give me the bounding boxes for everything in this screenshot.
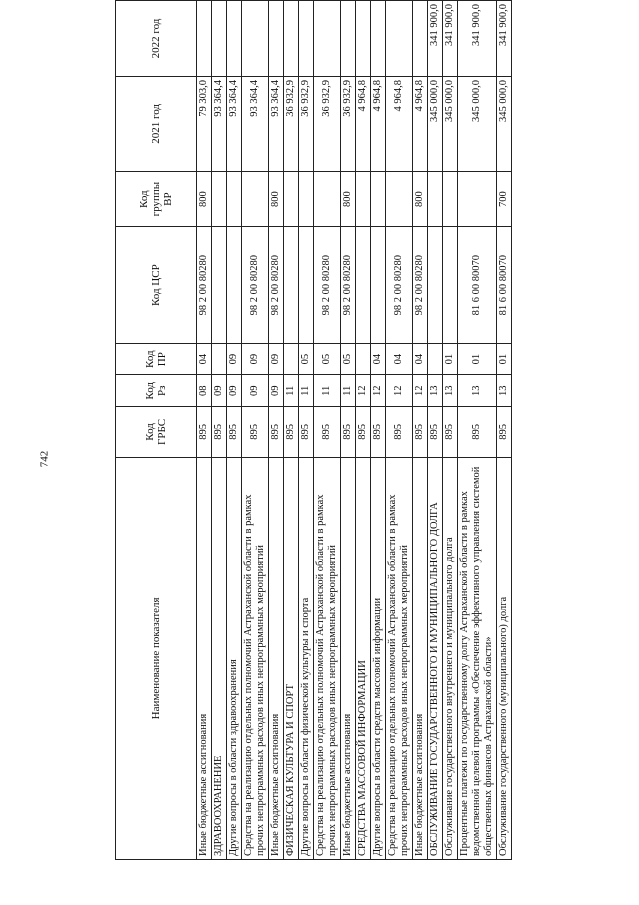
cell-grbs: 895 xyxy=(341,407,356,458)
table-row xyxy=(371,1,386,860)
cell-name: ОБСЛУЖИВАНИЕ ГОСУДАРСТВЕННОГО И МУНИЦИПАЛЬНОГО ДОЛГА xyxy=(428,457,443,859)
cell-grbs: 895 xyxy=(371,407,386,458)
cell-name: Иные бюджетные ассигнования xyxy=(197,457,212,859)
cell-2021: 36 932,9 xyxy=(299,76,314,171)
cell-vr: 800 xyxy=(197,171,212,227)
cell-pr xyxy=(284,343,299,375)
cell-rz: 11 xyxy=(314,375,341,407)
cell-vr: 700 xyxy=(497,171,512,227)
cell-rz: 09 xyxy=(242,375,269,407)
cell-csr: 98 2 00 80280 xyxy=(413,227,428,343)
header-2022: 2022 год xyxy=(116,1,197,77)
cell-rz: 12 xyxy=(386,375,413,407)
header-grbs: Код ГРБС xyxy=(116,407,197,458)
rotated-table-container xyxy=(115,0,555,860)
cell-2022 xyxy=(356,1,371,77)
cell-2021: 345 000,0 xyxy=(458,76,497,171)
cell-csr: 98 2 00 80280 xyxy=(242,227,269,343)
cell-rz: 11 xyxy=(284,375,299,407)
table-row xyxy=(356,1,371,860)
cell-name: ЗДРАВООХРАНЕНИЕ xyxy=(212,457,227,859)
cell-vr xyxy=(458,171,497,227)
header-pr: Код ПР xyxy=(116,343,197,375)
cell-vr: 800 xyxy=(413,171,428,227)
cell-2022 xyxy=(299,1,314,77)
cell-csr xyxy=(284,227,299,343)
cell-grbs: 895 xyxy=(356,407,371,458)
cell-csr: 98 2 00 80280 xyxy=(197,227,212,343)
cell-2022 xyxy=(227,1,242,77)
cell-vr xyxy=(242,171,269,227)
cell-vr xyxy=(284,171,299,227)
table-row xyxy=(299,1,314,860)
header-rz: Код Рз xyxy=(116,375,197,407)
cell-vr xyxy=(386,171,413,227)
cell-grbs: 895 xyxy=(197,407,212,458)
cell-2021: 93 364,4 xyxy=(212,76,227,171)
cell-csr: 81 6 00 80070 xyxy=(497,227,512,343)
table-row xyxy=(284,1,299,860)
cell-2021: 4 964,8 xyxy=(386,76,413,171)
table-row xyxy=(242,1,269,860)
cell-csr xyxy=(443,227,458,343)
cell-rz: 09 xyxy=(212,375,227,407)
cell-vr xyxy=(314,171,341,227)
cell-pr: 05 xyxy=(341,343,356,375)
cell-csr xyxy=(371,227,386,343)
cell-pr: 04 xyxy=(386,343,413,375)
cell-2021: 345 000,0 xyxy=(497,76,512,171)
budget-table xyxy=(115,0,512,860)
cell-grbs: 895 xyxy=(299,407,314,458)
cell-2022 xyxy=(212,1,227,77)
cell-name: Другие вопросы в области здравоохранения xyxy=(227,457,242,859)
cell-rz: 12 xyxy=(413,375,428,407)
cell-2021: 93 364,4 xyxy=(242,76,269,171)
table-row xyxy=(212,1,227,860)
cell-2022 xyxy=(242,1,269,77)
cell-rz: 12 xyxy=(371,375,386,407)
cell-rz: 13 xyxy=(443,375,458,407)
cell-name: Средства на реализацию отдельных полномочий Астраханской области в рамках прочих непрограммных расходов иных непрограммных мероприятий xyxy=(314,457,341,859)
cell-grbs: 895 xyxy=(242,407,269,458)
cell-csr xyxy=(428,227,443,343)
cell-csr xyxy=(227,227,242,343)
cell-name: Обслуживание государственного (муниципального) долга xyxy=(497,457,512,859)
cell-pr: 09 xyxy=(269,343,284,375)
cell-name: Другие вопросы в области физической культуры и спорта xyxy=(299,457,314,859)
cell-2021: 36 932,9 xyxy=(314,76,341,171)
cell-2022 xyxy=(197,1,212,77)
cell-pr: 09 xyxy=(227,343,242,375)
cell-pr: 04 xyxy=(413,343,428,375)
table-row xyxy=(314,1,341,860)
cell-rz: 11 xyxy=(299,375,314,407)
cell-2021: 93 364,4 xyxy=(227,76,242,171)
cell-rz: 13 xyxy=(428,375,443,407)
table-row xyxy=(197,1,212,860)
cell-2022 xyxy=(413,1,428,77)
cell-rz: 11 xyxy=(341,375,356,407)
cell-rz: 13 xyxy=(497,375,512,407)
cell-vr xyxy=(299,171,314,227)
header-2021: 2021 год xyxy=(116,76,197,171)
cell-grbs: 895 xyxy=(413,407,428,458)
cell-2021: 4 964,8 xyxy=(371,76,386,171)
cell-vr: 800 xyxy=(269,171,284,227)
cell-2021: 345 000,0 xyxy=(443,76,458,171)
cell-pr: 05 xyxy=(314,343,341,375)
cell-pr xyxy=(428,343,443,375)
cell-vr xyxy=(428,171,443,227)
cell-pr: 01 xyxy=(458,343,497,375)
cell-csr xyxy=(299,227,314,343)
cell-pr: 04 xyxy=(197,343,212,375)
cell-grbs: 895 xyxy=(497,407,512,458)
cell-vr xyxy=(371,171,386,227)
cell-2021: 93 364,4 xyxy=(269,76,284,171)
cell-rz: 12 xyxy=(356,375,371,407)
page-number: 742 xyxy=(38,450,51,468)
cell-name: Другие вопросы в области средств массовой информации xyxy=(371,457,386,859)
cell-name: Средства на реализацию отдельных полномочий Астраханской области в рамках прочих непрограммных расходов иных непрограммных мероприятий xyxy=(242,457,269,859)
cell-pr: 09 xyxy=(242,343,269,375)
cell-2022 xyxy=(386,1,413,77)
cell-csr: 98 2 00 80280 xyxy=(341,227,356,343)
table-row xyxy=(227,1,242,860)
cell-2022 xyxy=(269,1,284,77)
cell-pr: 01 xyxy=(497,343,512,375)
cell-2022 xyxy=(371,1,386,77)
cell-name: Иные бюджетные ассигнования xyxy=(269,457,284,859)
cell-2022 xyxy=(284,1,299,77)
cell-vr xyxy=(356,171,371,227)
cell-grbs: 895 xyxy=(314,407,341,458)
table-row xyxy=(341,1,356,860)
cell-2022: 341 900,0 xyxy=(497,1,512,77)
cell-name: СРЕДСТВА МАССОВОЙ ИНФОРМАЦИИ xyxy=(356,457,371,859)
header-csr: Код ЦСР xyxy=(116,227,197,343)
cell-name: Иные бюджетные ассигнования xyxy=(413,457,428,859)
cell-name: Иные бюджетные ассигнования xyxy=(341,457,356,859)
cell-vr xyxy=(443,171,458,227)
cell-2021: 4 964,8 xyxy=(356,76,371,171)
cell-grbs: 895 xyxy=(284,407,299,458)
table-row xyxy=(428,1,443,860)
cell-grbs: 895 xyxy=(458,407,497,458)
table-row xyxy=(458,1,497,860)
cell-vr xyxy=(212,171,227,227)
cell-name: ФИЗИЧЕСКАЯ КУЛЬТУРА И СПОРТ xyxy=(284,457,299,859)
cell-grbs: 895 xyxy=(443,407,458,458)
table-row xyxy=(443,1,458,860)
cell-csr xyxy=(212,227,227,343)
cell-vr: 800 xyxy=(341,171,356,227)
cell-csr xyxy=(356,227,371,343)
table-row xyxy=(269,1,284,860)
table-row xyxy=(413,1,428,860)
table-row xyxy=(386,1,413,860)
header-name: Наименование показателя xyxy=(116,457,197,859)
cell-rz: 09 xyxy=(227,375,242,407)
cell-2021: 4 964,8 xyxy=(413,76,428,171)
cell-2021: 79 303,0 xyxy=(197,76,212,171)
cell-csr: 98 2 00 80280 xyxy=(269,227,284,343)
cell-pr: 01 xyxy=(443,343,458,375)
cell-2022: 341 900,0 xyxy=(428,1,443,77)
cell-grbs: 895 xyxy=(386,407,413,458)
table-body xyxy=(197,1,512,860)
cell-rz: 09 xyxy=(269,375,284,407)
cell-grbs: 895 xyxy=(227,407,242,458)
table-row xyxy=(497,1,512,860)
cell-name: Обслуживание государственного внутреннего и муниципального долга xyxy=(443,457,458,859)
cell-csr: 81 6 00 80070 xyxy=(458,227,497,343)
cell-2021: 36 932,9 xyxy=(284,76,299,171)
cell-2022 xyxy=(341,1,356,77)
cell-2022 xyxy=(314,1,341,77)
cell-pr xyxy=(212,343,227,375)
header-vr: Код группы ВР xyxy=(116,171,197,227)
cell-name: Процентные платежи по государственному долгу Астраханской области в рамках ведомственной целевой программы «Обеспечение эффективного управления системой общественных финансов Астраханской области» xyxy=(458,457,497,859)
cell-rz: 13 xyxy=(458,375,497,407)
cell-vr xyxy=(227,171,242,227)
cell-pr: 05 xyxy=(299,343,314,375)
cell-csr: 98 2 00 80280 xyxy=(314,227,341,343)
cell-grbs: 895 xyxy=(269,407,284,458)
cell-grbs: 895 xyxy=(212,407,227,458)
table-header-row xyxy=(116,1,197,860)
cell-2022: 341 900,0 xyxy=(458,1,497,77)
cell-pr xyxy=(356,343,371,375)
cell-2021: 36 932,9 xyxy=(341,76,356,171)
cell-csr: 98 2 00 80280 xyxy=(386,227,413,343)
cell-2022: 341 900,0 xyxy=(443,1,458,77)
cell-grbs: 895 xyxy=(428,407,443,458)
cell-name: Средства на реализацию отдельных полномочий Астраханской области в рамках прочих непрограммных расходов иных непрограммных мероприятий xyxy=(386,457,413,859)
cell-rz: 08 xyxy=(197,375,212,407)
cell-pr: 04 xyxy=(371,343,386,375)
cell-2021: 345 000,0 xyxy=(428,76,443,171)
